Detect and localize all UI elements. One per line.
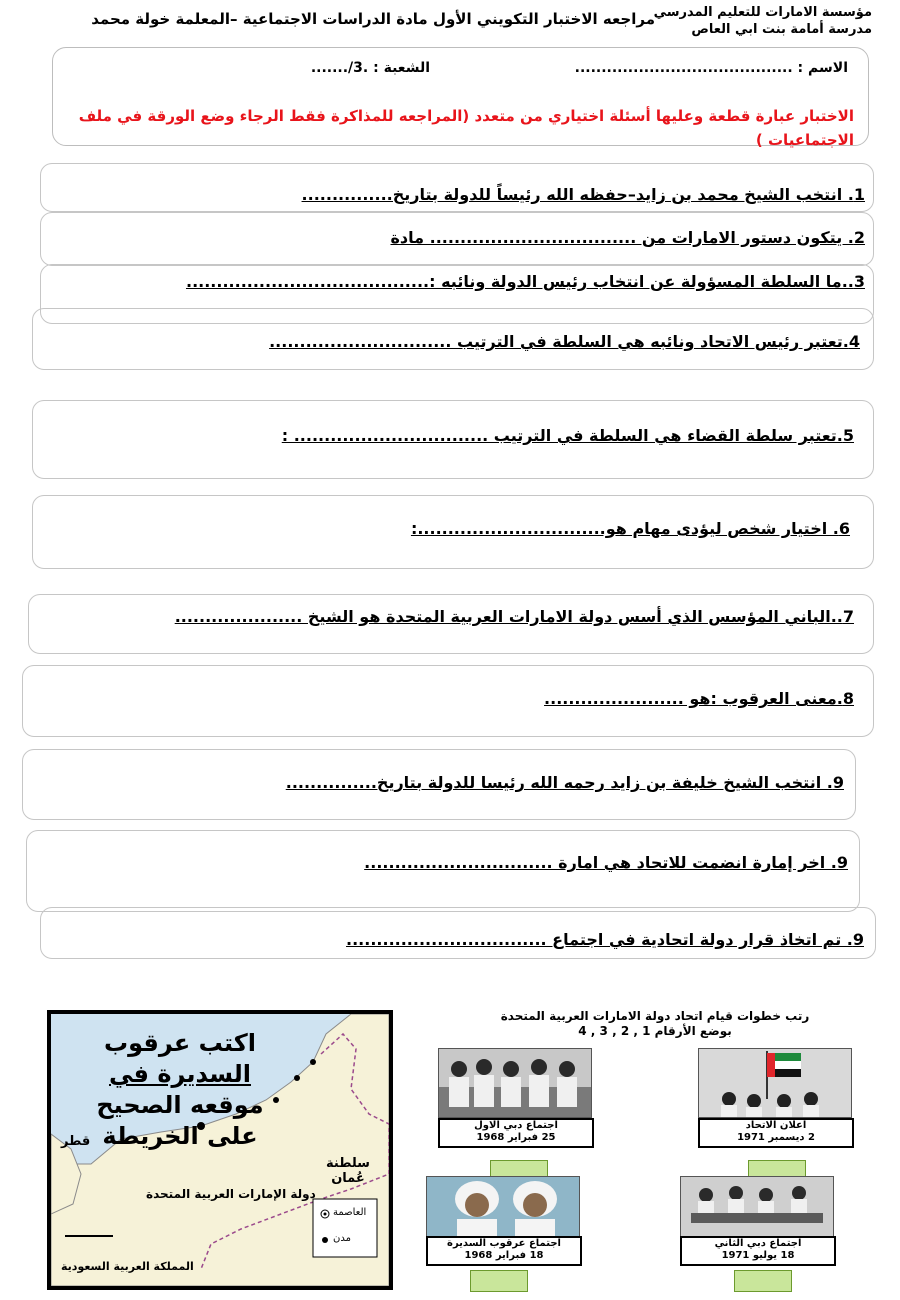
step-date: 18 يوليو 1971 xyxy=(721,1250,795,1261)
two-men-icon xyxy=(427,1177,579,1237)
uae-flag-icon xyxy=(699,1049,851,1117)
question-6: 6. اختيار شخص ليؤدى مهام هو...............................: xyxy=(410,519,850,538)
step-event: اجتماع دبي الاول xyxy=(474,1120,558,1131)
question-1: 1. انتخب الشيخ محمد بن زايد–حفظه الله رئيساً للدولة بتاريخ............... xyxy=(301,185,865,204)
steps-title-line2: بوضع الأرقام 1 , 2 , 3 , 4 xyxy=(578,1024,732,1038)
exam-notice: الاختبار عبارة قطعة وعليها أسئلة اختياري من متعدد (المراجعه للمذاكرة فقط الرجاء وضع الورقة في ملف الاجتماعيات ) xyxy=(78,107,854,149)
step-event: اجتماع دبي الثاني xyxy=(714,1238,802,1249)
step-date: 25 فبراير 1968 xyxy=(476,1132,556,1143)
map-label-oman: سلطنة عُمان xyxy=(326,1156,370,1186)
legend-capital: العاصمة xyxy=(333,1207,367,1218)
section-field[interactable]: الشعبة : .3/....... xyxy=(310,60,430,76)
step-event: اجتماع عرقوب السديرة xyxy=(447,1238,561,1249)
steps-title xyxy=(430,1009,880,1039)
header-institution xyxy=(654,4,872,38)
steps-title-line1: رتب خطوات قيام اتحاد دولة الامارات العربية المتحدة xyxy=(500,1009,810,1023)
step-date: 18 فبراير 1968 xyxy=(464,1250,544,1261)
step-event: اعلان الاتحاد xyxy=(745,1120,807,1131)
step-caption xyxy=(426,1236,582,1266)
step-caption xyxy=(698,1118,854,1148)
map-label-qatar: قطر xyxy=(61,1134,91,1149)
map-task-line: موقعه الصحيح xyxy=(96,1091,264,1119)
page-title: مراجعه الاختبار التكويني الأول مادة الدراسات الاجتماعية –المعلمة خولة محمد xyxy=(91,10,655,28)
map-task-line: السديرة في xyxy=(109,1060,251,1088)
question-7: 7..الباني المؤسس الذي أسس دولة الامارات العربية المتحدة هو الشيخ ..................... xyxy=(174,607,854,626)
photo-dubai-meeting-2 xyxy=(680,1176,834,1238)
photo-arqoub-meeting xyxy=(426,1176,580,1238)
meeting-table-icon xyxy=(681,1177,833,1237)
question-9: 9. انتخب الشيخ خليفة بن زايد رحمه الله رئيسا للدولة بتاريخ............... xyxy=(285,773,844,792)
step-date: 2 ديسمبر 1971 xyxy=(737,1132,815,1143)
question-8: 8.معنى العرقوب :هو ....................... xyxy=(544,689,854,708)
photo-union-declaration xyxy=(698,1048,852,1118)
map-label-saudi: المملكة العربية السعودية xyxy=(61,1260,194,1273)
step-caption xyxy=(438,1118,594,1148)
step-answer-box[interactable] xyxy=(734,1270,792,1292)
question-3: 3..ما السلطة المسؤولة عن انتخاب رئيس الدولة ونائبه :........................................ xyxy=(185,272,865,291)
map-label-uae: دولة الإمارات العربية المتحدة xyxy=(146,1187,316,1201)
question-5: 5.تعتبر سلطة القضاء هي السلطة في الترتيب ................................ : xyxy=(281,426,854,445)
question-11: 9. تم اتخاذ قرار دولة اتحادية في اجتماع ................................. xyxy=(346,930,864,949)
question-10: 9. اخر إمارة انضمت للاتحاد هي امارة ............................... xyxy=(364,853,848,872)
people-group-icon xyxy=(439,1049,591,1117)
institution-name: مؤسسة الامارات للتعليم المدرسي xyxy=(653,5,872,20)
map-task-line: اكتب عرقوب xyxy=(104,1029,256,1057)
step-caption xyxy=(680,1236,836,1266)
map-task-line: على الخريطة xyxy=(102,1122,258,1150)
photo-dubai-meeting-1 xyxy=(438,1048,592,1118)
map-task xyxy=(95,1028,265,1152)
school-name: مدرسة أمامة بنت ابي العاص xyxy=(691,22,872,37)
question-4: 4.تعتبر رئيس الاتحاد ونائبه هي السلطة في الترتيب .............................. xyxy=(269,332,860,351)
step-answer-box[interactable] xyxy=(470,1270,528,1292)
question-2: 2. يتكون دستور الامارات من .................................. مادة xyxy=(390,228,865,247)
name-field[interactable]: الاسم : ......................................... xyxy=(574,60,848,76)
legend-city: مدن xyxy=(333,1233,351,1244)
